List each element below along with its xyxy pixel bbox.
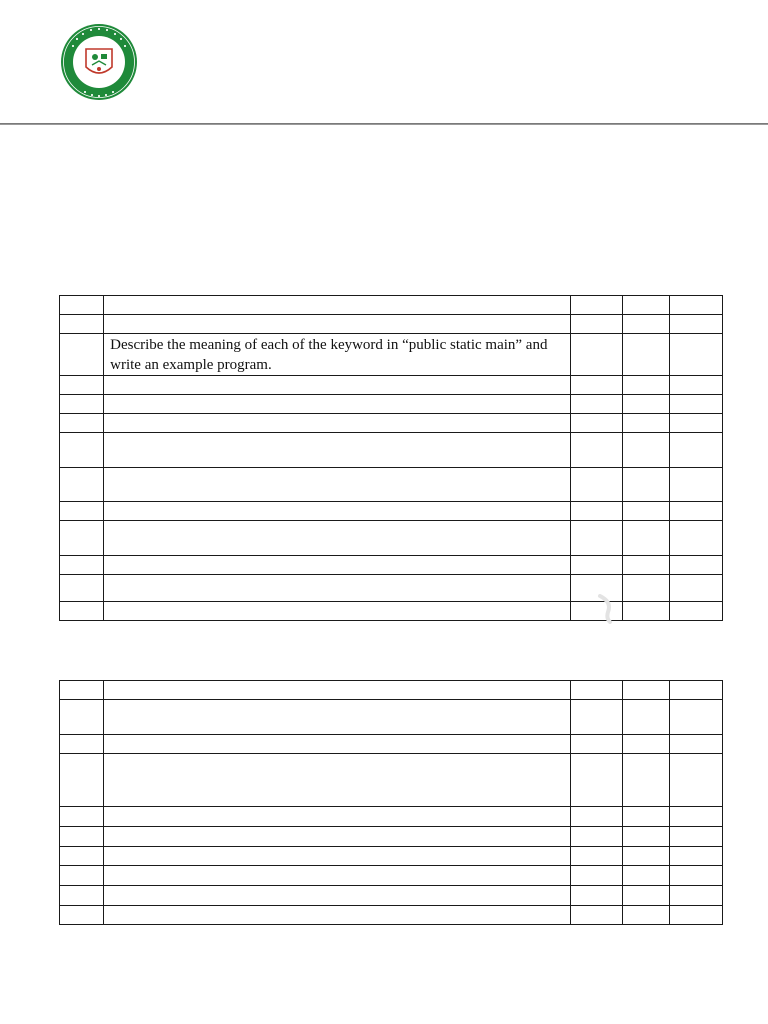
cell-marks-a bbox=[570, 807, 622, 827]
table-row bbox=[60, 754, 723, 807]
cell-number bbox=[60, 376, 104, 395]
cell-marks-a bbox=[570, 376, 622, 395]
question-text bbox=[110, 754, 564, 755]
question-text bbox=[110, 556, 564, 557]
table-row bbox=[60, 556, 723, 575]
cell-question bbox=[104, 827, 571, 847]
cell-marks-b bbox=[622, 906, 669, 925]
table-row bbox=[60, 334, 723, 376]
cell-question bbox=[104, 700, 571, 735]
cell-marks-c bbox=[670, 602, 723, 621]
cell-number bbox=[60, 754, 104, 807]
table-row bbox=[60, 681, 723, 700]
cell-marks-a bbox=[570, 395, 622, 414]
cell-question bbox=[104, 395, 571, 414]
cell-marks-b bbox=[622, 433, 669, 468]
cell-marks-b bbox=[622, 334, 669, 376]
cell-marks-c bbox=[670, 376, 723, 395]
cell-marks-a bbox=[570, 681, 622, 700]
cell-number bbox=[60, 700, 104, 735]
cell-marks-c bbox=[670, 334, 723, 376]
cell-number bbox=[60, 807, 104, 827]
cell-marks-b bbox=[622, 735, 669, 754]
cell-marks-b bbox=[622, 866, 669, 886]
cell-marks-b bbox=[622, 602, 669, 621]
table-row bbox=[60, 847, 723, 866]
cell-number bbox=[60, 315, 104, 334]
cell-marks-b bbox=[622, 468, 669, 502]
question-text bbox=[110, 521, 564, 522]
cell-marks-a bbox=[570, 556, 622, 575]
cell-marks-c bbox=[670, 866, 723, 886]
cell-marks-c bbox=[670, 681, 723, 700]
table-row bbox=[60, 827, 723, 847]
cell-marks-c bbox=[670, 468, 723, 502]
cell-marks-b bbox=[622, 847, 669, 866]
cell-question bbox=[104, 521, 571, 556]
cell-question bbox=[104, 886, 571, 906]
cell-marks-b bbox=[622, 296, 669, 315]
cell-question bbox=[104, 906, 571, 925]
faint-watermark-mark bbox=[594, 594, 618, 624]
cell-question bbox=[104, 556, 571, 575]
cell-question bbox=[104, 433, 571, 468]
table-row bbox=[60, 433, 723, 468]
cell-marks-a bbox=[570, 827, 622, 847]
question-text bbox=[110, 866, 564, 867]
cell-marks-c bbox=[670, 754, 723, 807]
cell-marks-c bbox=[670, 700, 723, 735]
cell-marks-a bbox=[570, 315, 622, 334]
table-row bbox=[60, 602, 723, 621]
question-text bbox=[110, 395, 564, 396]
cell-number bbox=[60, 334, 104, 376]
cell-marks-a bbox=[570, 886, 622, 906]
cell-number bbox=[60, 602, 104, 621]
cell-marks-c bbox=[670, 521, 723, 556]
cell-number bbox=[60, 827, 104, 847]
table-row bbox=[60, 807, 723, 827]
cell-question bbox=[104, 575, 571, 602]
cell-marks-c bbox=[670, 414, 723, 433]
cell-question bbox=[104, 602, 571, 621]
table-row bbox=[60, 468, 723, 502]
cell-marks-a bbox=[570, 754, 622, 807]
cell-marks-c bbox=[670, 906, 723, 925]
table-row bbox=[60, 395, 723, 414]
table-row bbox=[60, 521, 723, 556]
cell-question bbox=[104, 754, 571, 807]
cell-marks-b bbox=[622, 681, 669, 700]
question-text bbox=[110, 602, 564, 603]
cell-marks-a bbox=[570, 866, 622, 886]
cell-marks-a bbox=[570, 433, 622, 468]
cell-number bbox=[60, 414, 104, 433]
table-row bbox=[60, 866, 723, 886]
cell-number bbox=[60, 681, 104, 700]
table-row bbox=[60, 414, 723, 433]
cell-number bbox=[60, 575, 104, 602]
question-text bbox=[110, 315, 564, 316]
cell-marks-b bbox=[622, 395, 669, 414]
question-text: Describe the meaning of each of the keyword in “public static main” and write an example program. bbox=[110, 337, 548, 373]
question-text bbox=[110, 468, 564, 469]
cell-marks-b bbox=[622, 754, 669, 807]
cell-marks-c bbox=[670, 575, 723, 602]
cell-marks-c bbox=[670, 433, 723, 468]
cell-number bbox=[60, 556, 104, 575]
cell-question bbox=[104, 502, 571, 521]
cell-marks-b bbox=[622, 575, 669, 602]
cell-marks-a bbox=[570, 521, 622, 556]
cell-marks-b bbox=[622, 502, 669, 521]
cell-marks-a bbox=[570, 700, 622, 735]
question-table-1 bbox=[59, 295, 723, 621]
cell-number bbox=[60, 433, 104, 468]
table-row bbox=[60, 315, 723, 334]
cell-marks-a bbox=[570, 296, 622, 315]
cell-question bbox=[104, 414, 571, 433]
cell-marks-c bbox=[670, 395, 723, 414]
cell-marks-c bbox=[670, 847, 723, 866]
cell-question bbox=[104, 681, 571, 700]
cell-question bbox=[104, 376, 571, 395]
cell-number bbox=[60, 866, 104, 886]
cell-question bbox=[104, 315, 571, 334]
cell-question bbox=[104, 468, 571, 502]
cell-number bbox=[60, 296, 104, 315]
header-divider bbox=[0, 123, 768, 125]
question-text bbox=[110, 847, 564, 848]
cell-marks-b bbox=[622, 700, 669, 735]
question-text bbox=[110, 700, 564, 701]
cell-number bbox=[60, 735, 104, 754]
cell-marks-b bbox=[622, 556, 669, 575]
cell-number bbox=[60, 906, 104, 925]
cell-question bbox=[104, 735, 571, 754]
cell-marks-c bbox=[670, 502, 723, 521]
institute-seal-icon bbox=[60, 23, 138, 101]
table-row bbox=[60, 376, 723, 395]
table-row bbox=[60, 575, 723, 602]
question-text bbox=[110, 502, 564, 503]
cell-marks-a bbox=[570, 847, 622, 866]
question-text bbox=[110, 575, 564, 576]
cell-marks-b bbox=[622, 376, 669, 395]
question-text bbox=[110, 681, 564, 682]
cell-marks-b bbox=[622, 827, 669, 847]
cell-marks-b bbox=[622, 807, 669, 827]
cell-marks-b bbox=[622, 414, 669, 433]
table-row bbox=[60, 886, 723, 906]
table-row bbox=[60, 296, 723, 315]
cell-marks-c bbox=[670, 886, 723, 906]
cell-marks-c bbox=[670, 556, 723, 575]
table-row bbox=[60, 700, 723, 735]
cell-marks-a bbox=[570, 334, 622, 376]
cell-question bbox=[104, 847, 571, 866]
cell-number bbox=[60, 468, 104, 502]
cell-number bbox=[60, 502, 104, 521]
cell-number bbox=[60, 395, 104, 414]
cell-question bbox=[104, 296, 571, 315]
table-row bbox=[60, 735, 723, 754]
question-text bbox=[110, 906, 564, 907]
cell-marks-c bbox=[670, 296, 723, 315]
cell-number bbox=[60, 886, 104, 906]
table-row bbox=[60, 502, 723, 521]
cell-marks-a bbox=[570, 502, 622, 521]
question-text bbox=[110, 807, 564, 808]
cell-number bbox=[60, 847, 104, 866]
cell-marks-a bbox=[570, 735, 622, 754]
question-text bbox=[110, 735, 564, 736]
cell-marks-a bbox=[570, 468, 622, 502]
cell-number bbox=[60, 521, 104, 556]
cell-question bbox=[104, 807, 571, 827]
cell-marks-b bbox=[622, 315, 669, 334]
cell-marks-a bbox=[570, 414, 622, 433]
cell-marks-b bbox=[622, 521, 669, 556]
cell-marks-c bbox=[670, 807, 723, 827]
cell-marks-a bbox=[570, 906, 622, 925]
cell-marks-c bbox=[670, 735, 723, 754]
question-text bbox=[110, 414, 564, 415]
question-table-2 bbox=[59, 680, 723, 925]
question-text bbox=[110, 886, 564, 887]
question-text bbox=[110, 433, 564, 434]
table-row bbox=[60, 906, 723, 925]
cell-marks-b bbox=[622, 886, 669, 906]
question-text bbox=[110, 827, 564, 828]
cell-marks-c bbox=[670, 827, 723, 847]
cell-question bbox=[104, 866, 571, 886]
question-text bbox=[110, 296, 564, 297]
question-text bbox=[110, 376, 564, 377]
cell-question bbox=[104, 334, 571, 376]
cell-marks-c bbox=[670, 315, 723, 334]
